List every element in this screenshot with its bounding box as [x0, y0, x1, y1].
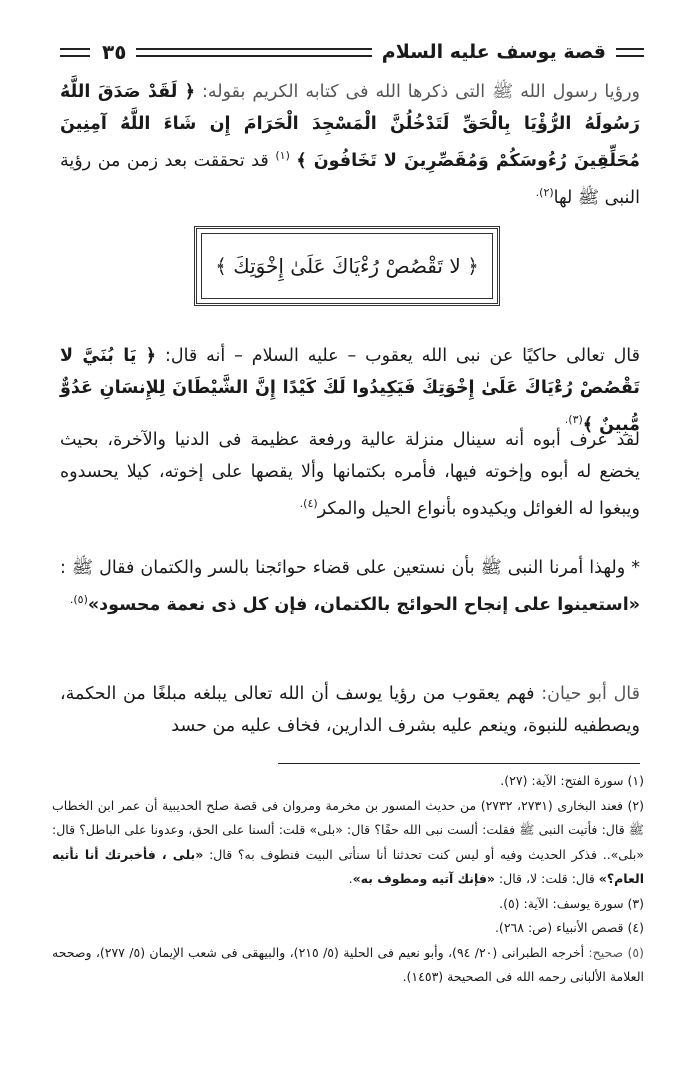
- section-heading-frame: [194, 226, 500, 306]
- running-title: قصة يوسف عليه السلام: [381, 41, 606, 63]
- footnote-2-text: (٢) فعند البخارى (٢٧٣١، ٢٧٣٢) من حديث المسور بن مخرمة ومروان فى قصة صلح الحديبية أن عمر ابن الخطاب ﷺ قال: فأتيت النبى ﷺ فقلت: ألست نبى الله حقًا؟ قال: «بلى» قلت: ألسنا على الحق، وعدونا على الباطل؟ قال: «بلى».. فذكر الحديث وفيه أو ليس كنت تحدثنا أنا سنأتى البيت فنطوف به؟ قال:: [52, 797, 645, 862]
- header-rule-left: [60, 48, 90, 57]
- footnote-3: (٣) سورة يوسف: الآية: (٥).: [499, 895, 644, 911]
- paragraph-1: [60, 76, 640, 214]
- abu-hayyan-label: قال أبو حيان:: [541, 684, 640, 704]
- footnote-5: [52, 941, 644, 990]
- footnote-2-end: .: [348, 871, 353, 886]
- paragraph-5: [60, 678, 640, 742]
- para1-continuation: قد تحققت بعد زمن من رؤية النبى ﷺ لها: [60, 150, 640, 208]
- footnote-ref-3: (٣).: [564, 413, 583, 426]
- header-rule-right: [616, 48, 644, 57]
- footnote-5-text: أخرجه الطبرانى (٢٠/ ٩٤)، وأبو نعيم فى الحلية (٥/ ٢١٥)، والبيهقى فى شعب الإيمان (٥/ ٢٧٧)، وصححه العلامة الألبانى رحمه الله فى الصحيحة (١٤٥٣).: [52, 944, 644, 984]
- para1-intro: ورؤيا رسول الله ﷺ التى ذكرها الله فى كتابه الكريم بقوله:: [202, 82, 640, 102]
- page-header: [60, 36, 644, 68]
- footnote-4: (٤) قصص الأنبياء (ص: ٢٦٨).: [494, 920, 644, 935]
- quran-quote-yusuf: ﴿ يَا بُنَيَّ لا تَقْصُصْ رُءْيَاكَ عَلَىٰ إِخْوَتِكَ فَيَكِيدُوا لَكَ كَيْدًا إِنَّ الشَّيْطَانَ لِلإِنسَانِ عَدُوٌّ مُّبِينٌ ﴾: [60, 346, 640, 435]
- quran-quote-al-fath: ﴿ لَقَدْ صَدَقَ اللَّهُ رَسُولَهُ الرُّؤْيَا بِالْحَقِّ لَتَدْخُلُنَّ الْمَسْجِدَ الْحَرَامَ إِن شَاءَ اللَّهُ آمِنِينَ مُحَلِّقِينَ رُءُوسَكُمْ وَمُقَصِّرِينَ لا تَخَافُونَ ﴾: [60, 82, 640, 171]
- page-number: ٣٥: [102, 40, 127, 64]
- footnote-ref-5: (٥).: [69, 593, 88, 606]
- footnote-1: (١) سورة الفتح: الآية: (٢٧).: [500, 773, 644, 788]
- para2-intro: قال تعالى حاكيًا عن نبى الله يعقوب – عليه السلام – أنه قال:: [164, 346, 641, 366]
- para3-text: لقد عرف أبوه أنه سينال منزلة عالية ورفعة عظيمة فى الدنيا والآخرة، بحيث يخضع له أبوه وإخوته فيها، فأمره بكتمانها وألا يقصها على إخوته، كيلا يحسدوه ويبغوا له الغوائل ويكيدوه بأنواع الحيل والمكر: [60, 430, 640, 519]
- paragraph-4: [60, 552, 640, 621]
- footnote-2-quote-2: «فإنك آتيه ومطوف به»: [352, 871, 495, 886]
- footnote-ref-1: (١): [275, 149, 290, 162]
- hadith-quote: «استعينوا على إنجاح الحوائج بالكتمان، فإن كل ذى نعمة محسود»: [87, 594, 640, 615]
- footnote-2-quote-1: «بلى ، فأخبرتك أنا نأتيه العام؟»: [52, 846, 644, 886]
- footnote-separator: [278, 763, 640, 764]
- paragraph-3: [60, 424, 640, 525]
- footnote-ref-4: (٤).: [299, 497, 318, 510]
- para5-text: فهم يعقوب من رؤيا يوسف أن الله تعالى يبلغه مبلغًا من الحكمة، ويصطفيه للنبوة، وينعم عليه بشرف الدارين، فخاف عليه من حسد: [60, 684, 640, 736]
- footnote-ref-2: (٢).: [535, 185, 554, 199]
- para4-intro: * ولهذا أمرنا النبى ﷺ بأن نستعين على قضاء حوائجنا بالسر والكتمان فقال ﷺ :: [60, 558, 640, 578]
- footnote-2: [52, 794, 644, 892]
- footnotes: [52, 769, 644, 990]
- section-heading: ﴿ لا تَقْصُصْ رُءْيَاكَ عَلَىٰ إِخْوَتِكَ ﴾: [215, 254, 479, 278]
- footnote-5-label: (٥) صحيح:: [588, 944, 644, 960]
- header-rule-middle: [136, 48, 371, 57]
- footnote-2-mid: قال: قلت: لا، قال:: [498, 871, 595, 886]
